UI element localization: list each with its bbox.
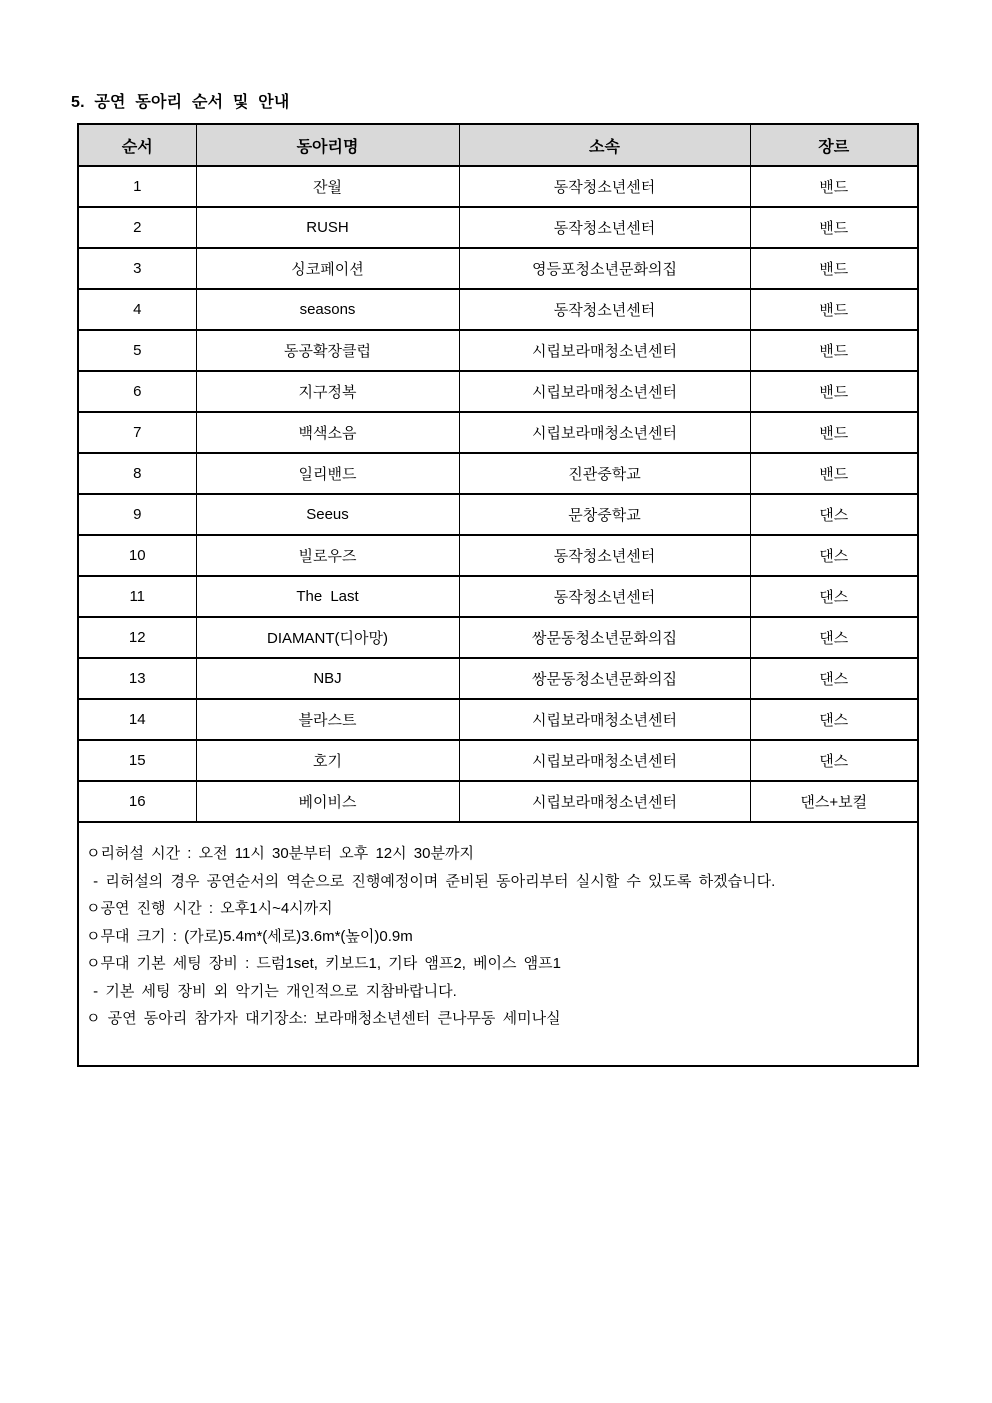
table-row	[78, 699, 918, 740]
cell-order: 11	[78, 576, 196, 617]
cell-affiliation: 시립보라매청소년센터	[459, 781, 750, 822]
cell-club-name: 잔월	[196, 166, 459, 207]
cell-club-name: 백색소음	[196, 412, 459, 453]
header-club-name: 동아리명	[196, 124, 459, 166]
table-row	[78, 330, 918, 371]
note-stage-size: ㅇ무대 크기 : (가로)5.4m*(세로)3.6m*(높이)0.9m	[86, 927, 413, 945]
cell-order: 12	[78, 617, 196, 658]
cell-club-name: 지구정복	[196, 371, 459, 412]
table-header-row	[78, 124, 918, 166]
note-equipment-detail: - 기본 세팅 장비 외 악기는 개인적으로 지참바랍니다.	[86, 982, 457, 1000]
cell-order: 16	[78, 781, 196, 822]
cell-club-name: 베이비스	[196, 781, 459, 822]
cell-club-name: RUSH	[196, 207, 459, 248]
table-row	[78, 248, 918, 289]
cell-order: 3	[78, 248, 196, 289]
table-row	[78, 371, 918, 412]
cell-affiliation: 동작청소년센터	[459, 535, 750, 576]
cell-order: 14	[78, 699, 196, 740]
note-rehearsal-time: ㅇ리허설 시간 : 오전 11시 30분부터 오후 12시 30분까지	[86, 845, 474, 862]
header-genre: 장르	[750, 124, 918, 166]
cell-genre: 밴드	[750, 453, 918, 494]
cell-order: 1	[78, 166, 196, 207]
cell-affiliation: 동작청소년센터	[459, 289, 750, 330]
cell-affiliation: 문창중학교	[459, 494, 750, 535]
cell-affiliation: 동작청소년센터	[459, 576, 750, 617]
cell-genre: 댄스	[750, 617, 918, 658]
header-order: 순서	[78, 124, 196, 166]
cell-affiliation: 영등포청소년문화의집	[459, 248, 750, 289]
cell-club-name: 블라스트	[196, 699, 459, 740]
table-row	[78, 494, 918, 535]
cell-genre: 댄스	[750, 576, 918, 617]
table-row	[78, 207, 918, 248]
table-row	[78, 617, 918, 658]
cell-genre: 밴드	[750, 248, 918, 289]
cell-order: 15	[78, 740, 196, 781]
cell-order: 5	[78, 330, 196, 371]
cell-order: 10	[78, 535, 196, 576]
table-row	[78, 166, 918, 207]
cell-affiliation: 진관중학교	[459, 453, 750, 494]
cell-affiliation: 시립보라매청소년센터	[459, 740, 750, 781]
cell-genre: 댄스	[750, 494, 918, 535]
cell-club-name: 동공확장클럽	[196, 330, 459, 371]
cell-club-name: 싱코페이션	[196, 248, 459, 289]
note-show-time: ㅇ공연 진행 시간 : 오후1시~4시까지	[86, 900, 333, 917]
club-schedule-table	[77, 123, 919, 1067]
note-stage-equipment: ㅇ무대 기본 세팅 장비 : 드럼1set, 키보드1, 기타 앰프2, 베이스 앰프1	[86, 955, 561, 972]
cell-genre: 댄스+보컬	[750, 781, 918, 822]
cell-affiliation: 동작청소년센터	[459, 207, 750, 248]
cell-genre: 밴드	[750, 412, 918, 453]
note-waiting-room: ㅇ 공연 동아리 참가자 대기장소: 보라매청소년센터 큰나무동 세미나실	[86, 1010, 561, 1027]
cell-order: 4	[78, 289, 196, 330]
cell-affiliation: 쌍문동청소년문화의집	[459, 617, 750, 658]
table-row	[78, 740, 918, 781]
notes-row	[78, 822, 918, 1066]
table-row	[78, 453, 918, 494]
cell-club-name: 일리밴드	[196, 453, 459, 494]
cell-club-name: seasons	[196, 289, 459, 330]
table-row	[78, 535, 918, 576]
cell-club-name: 호기	[196, 740, 459, 781]
cell-genre: 밴드	[750, 166, 918, 207]
note-rehearsal-detail: - 리허설의 경우 공연순서의 역순으로 진행예정이며 준비된 동아리부터 실시할 수 있도록 하겠습니다.	[86, 872, 776, 890]
cell-club-name: DIAMANT(디아망)	[196, 617, 459, 658]
cell-affiliation: 쌍문동청소년문화의집	[459, 658, 750, 699]
table-row	[78, 412, 918, 453]
cell-affiliation: 동작청소년센터	[459, 166, 750, 207]
table-row	[78, 781, 918, 822]
cell-affiliation: 시립보라매청소년센터	[459, 699, 750, 740]
cell-order: 8	[78, 453, 196, 494]
cell-affiliation: 시립보라매청소년센터	[459, 371, 750, 412]
cell-club-name: The Last	[196, 576, 459, 617]
cell-affiliation: 시립보라매청소년센터	[459, 330, 750, 371]
cell-affiliation: 시립보라매청소년센터	[459, 412, 750, 453]
cell-club-name: NBJ	[196, 658, 459, 699]
cell-genre: 밴드	[750, 289, 918, 330]
notes-cell	[78, 822, 918, 1066]
cell-order: 2	[78, 207, 196, 248]
header-affiliation: 소속	[459, 124, 750, 166]
cell-genre: 댄스	[750, 740, 918, 781]
page-title: 5. 공연 동아리 순서 및 안내	[71, 94, 290, 111]
cell-genre: 댄스	[750, 699, 918, 740]
cell-genre: 댄스	[750, 658, 918, 699]
cell-genre: 댄스	[750, 535, 918, 576]
cell-club-name: 빌로우즈	[196, 535, 459, 576]
cell-genre: 밴드	[750, 371, 918, 412]
table-row	[78, 658, 918, 699]
cell-order: 9	[78, 494, 196, 535]
cell-order: 13	[78, 658, 196, 699]
table-row	[78, 576, 918, 617]
cell-club-name: Seeus	[196, 494, 459, 535]
cell-genre: 밴드	[750, 207, 918, 248]
table-row	[78, 289, 918, 330]
cell-genre: 밴드	[750, 330, 918, 371]
cell-order: 6	[78, 371, 196, 412]
cell-order: 7	[78, 412, 196, 453]
